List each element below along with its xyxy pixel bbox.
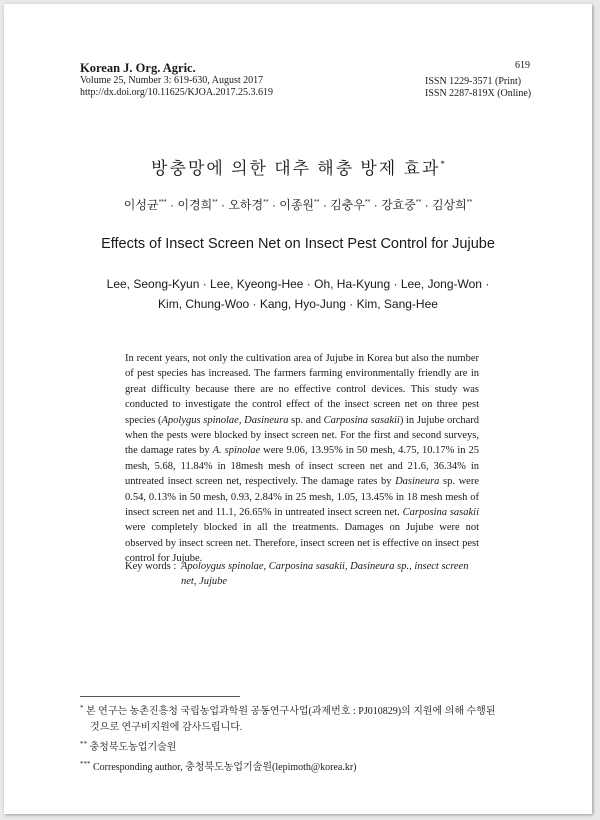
author-korean: 이종원: [279, 198, 315, 212]
paper-page: [4, 4, 592, 814]
keywords-label: Key words :: [125, 561, 177, 572]
volume-line: Volume 25, Number 3: 619-630, August 2017: [80, 75, 264, 86]
species-name: Apolygus spinolae: [161, 414, 239, 426]
author-separator: ·: [268, 198, 280, 212]
author-mark: **: [263, 199, 269, 206]
footnote-corresponding: *** Corresponding author, 충청북도농업기술원(lepimoth@korea.kr): [80, 760, 357, 773]
title-korean: [4, 154, 592, 179]
issn-print: ISSN 1229-3571 (Print): [425, 76, 522, 87]
author-separator: ·: [319, 198, 331, 212]
author-korean: 김충우: [330, 198, 365, 212]
species-name: Dasineura: [244, 414, 289, 426]
doi-link[interactable]: http://dx.doi.org/10.11625/KJOA.2017.25.3.619: [80, 87, 274, 98]
author-separator: ·: [421, 198, 432, 212]
abstract: In recent years, not only the cultivation area of Jujube in Korea but also the number of pest species has increased. The farmers farming environmentally friendly are in great difficulty because there are no effective control devices. This study was conducted to investigate the control effect of the insect screen net on three pest species (Apolygus spinolae, Dasineura sp. and Carposina sasakii) in Jujube orchard when the pests were blocked by insect screen net. For the first and second surveys, the damage rates by A. spinolae were 9.06, 13.95% in 50 mesh, 4.75, 10.17% in 25 mesh, 5.68, 11.84% in 18mesh mesh of insect screen net and 21.6, 36.34% in untreated insect screen net, respectively. The damage rates by Dasineura sp. were 0.54, 0.13% in 50 mesh, 0.93, 2.84% in 25 mesh, 1.05, 13.45% in 18 mesh mesh of insect screen net and 11.1, 26.65% in untreated insect screen net. Carposina sasakii were completely blocked in all the treatments. Damages on Jujube were not observed by insect screen net. Therefore, insect screen net is effective on insect pest control for Jujube.: [125, 353, 480, 565]
authors-korean: [4, 196, 592, 213]
footnote-funding-cont: 것으로 연구비지원에 감사드립니다.: [90, 722, 243, 733]
author-korean: 오하경: [228, 198, 264, 212]
footnotes: [80, 700, 524, 776]
author-korean: 강효중: [381, 198, 416, 212]
footnote-affiliation: ** 충청북도농업기술원: [80, 740, 177, 753]
issn-online: ISSN 2287-819X (Online): [425, 88, 532, 99]
keywords-terms: Apoloygus spinolae, Carposina sasakii, Dasineura sp., insect screen net, Jujube: [181, 561, 469, 588]
footnote-divider: [80, 696, 240, 697]
author-korean: 김상희: [431, 198, 467, 212]
species-name: Dasineura: [395, 476, 440, 488]
author-mark: **: [314, 199, 320, 206]
author-mark: **: [415, 199, 422, 206]
author-mark: **: [466, 199, 473, 206]
author-korean: 이경희: [177, 198, 213, 212]
keywords: [125, 559, 479, 590]
author-separator: ·: [370, 198, 382, 212]
author-separator: ·: [166, 198, 178, 212]
journal-name: Korean J. Org. Agric.: [80, 61, 196, 75]
author-separator: ·: [217, 198, 229, 212]
footnote-funding: * 본 연구는 농촌진흥청 국립농업과학원 공동연구사업(과제번호 : PJ010829)의 지원에 의해 수행된: [80, 704, 496, 717]
page-number: 619: [515, 60, 530, 71]
species-name: Carposina sasakii: [323, 414, 400, 426]
species-name: Carposina sasakii: [402, 507, 480, 519]
author-korean: 이성균: [123, 198, 159, 212]
journal-info: [80, 62, 273, 99]
author-mark: ***: [158, 199, 167, 206]
species-name: A. spinolae: [212, 445, 261, 457]
title-korean-text: 방충망에 의한 대추 해충 방제 효과: [151, 159, 441, 178]
author-mark: **: [212, 199, 218, 206]
title-english: Effects of Insect Screen Net on Insect Pest Control for Jujube: [101, 236, 495, 252]
authors-english-line2: Kim, Chung-Woo · Kang, Hyo-Jung · Kim, Sang-Hee: [158, 297, 438, 311]
issn-block: [425, 76, 531, 100]
title-footnote-mark: *: [440, 159, 445, 169]
authors-english: [4, 274, 592, 314]
authors-english-line1: Lee, Seong-Kyun · Lee, Kyeong-Hee · Oh, Ha-Kyung · Lee, Jong-Won ·: [106, 277, 490, 291]
author-mark: **: [364, 199, 371, 206]
